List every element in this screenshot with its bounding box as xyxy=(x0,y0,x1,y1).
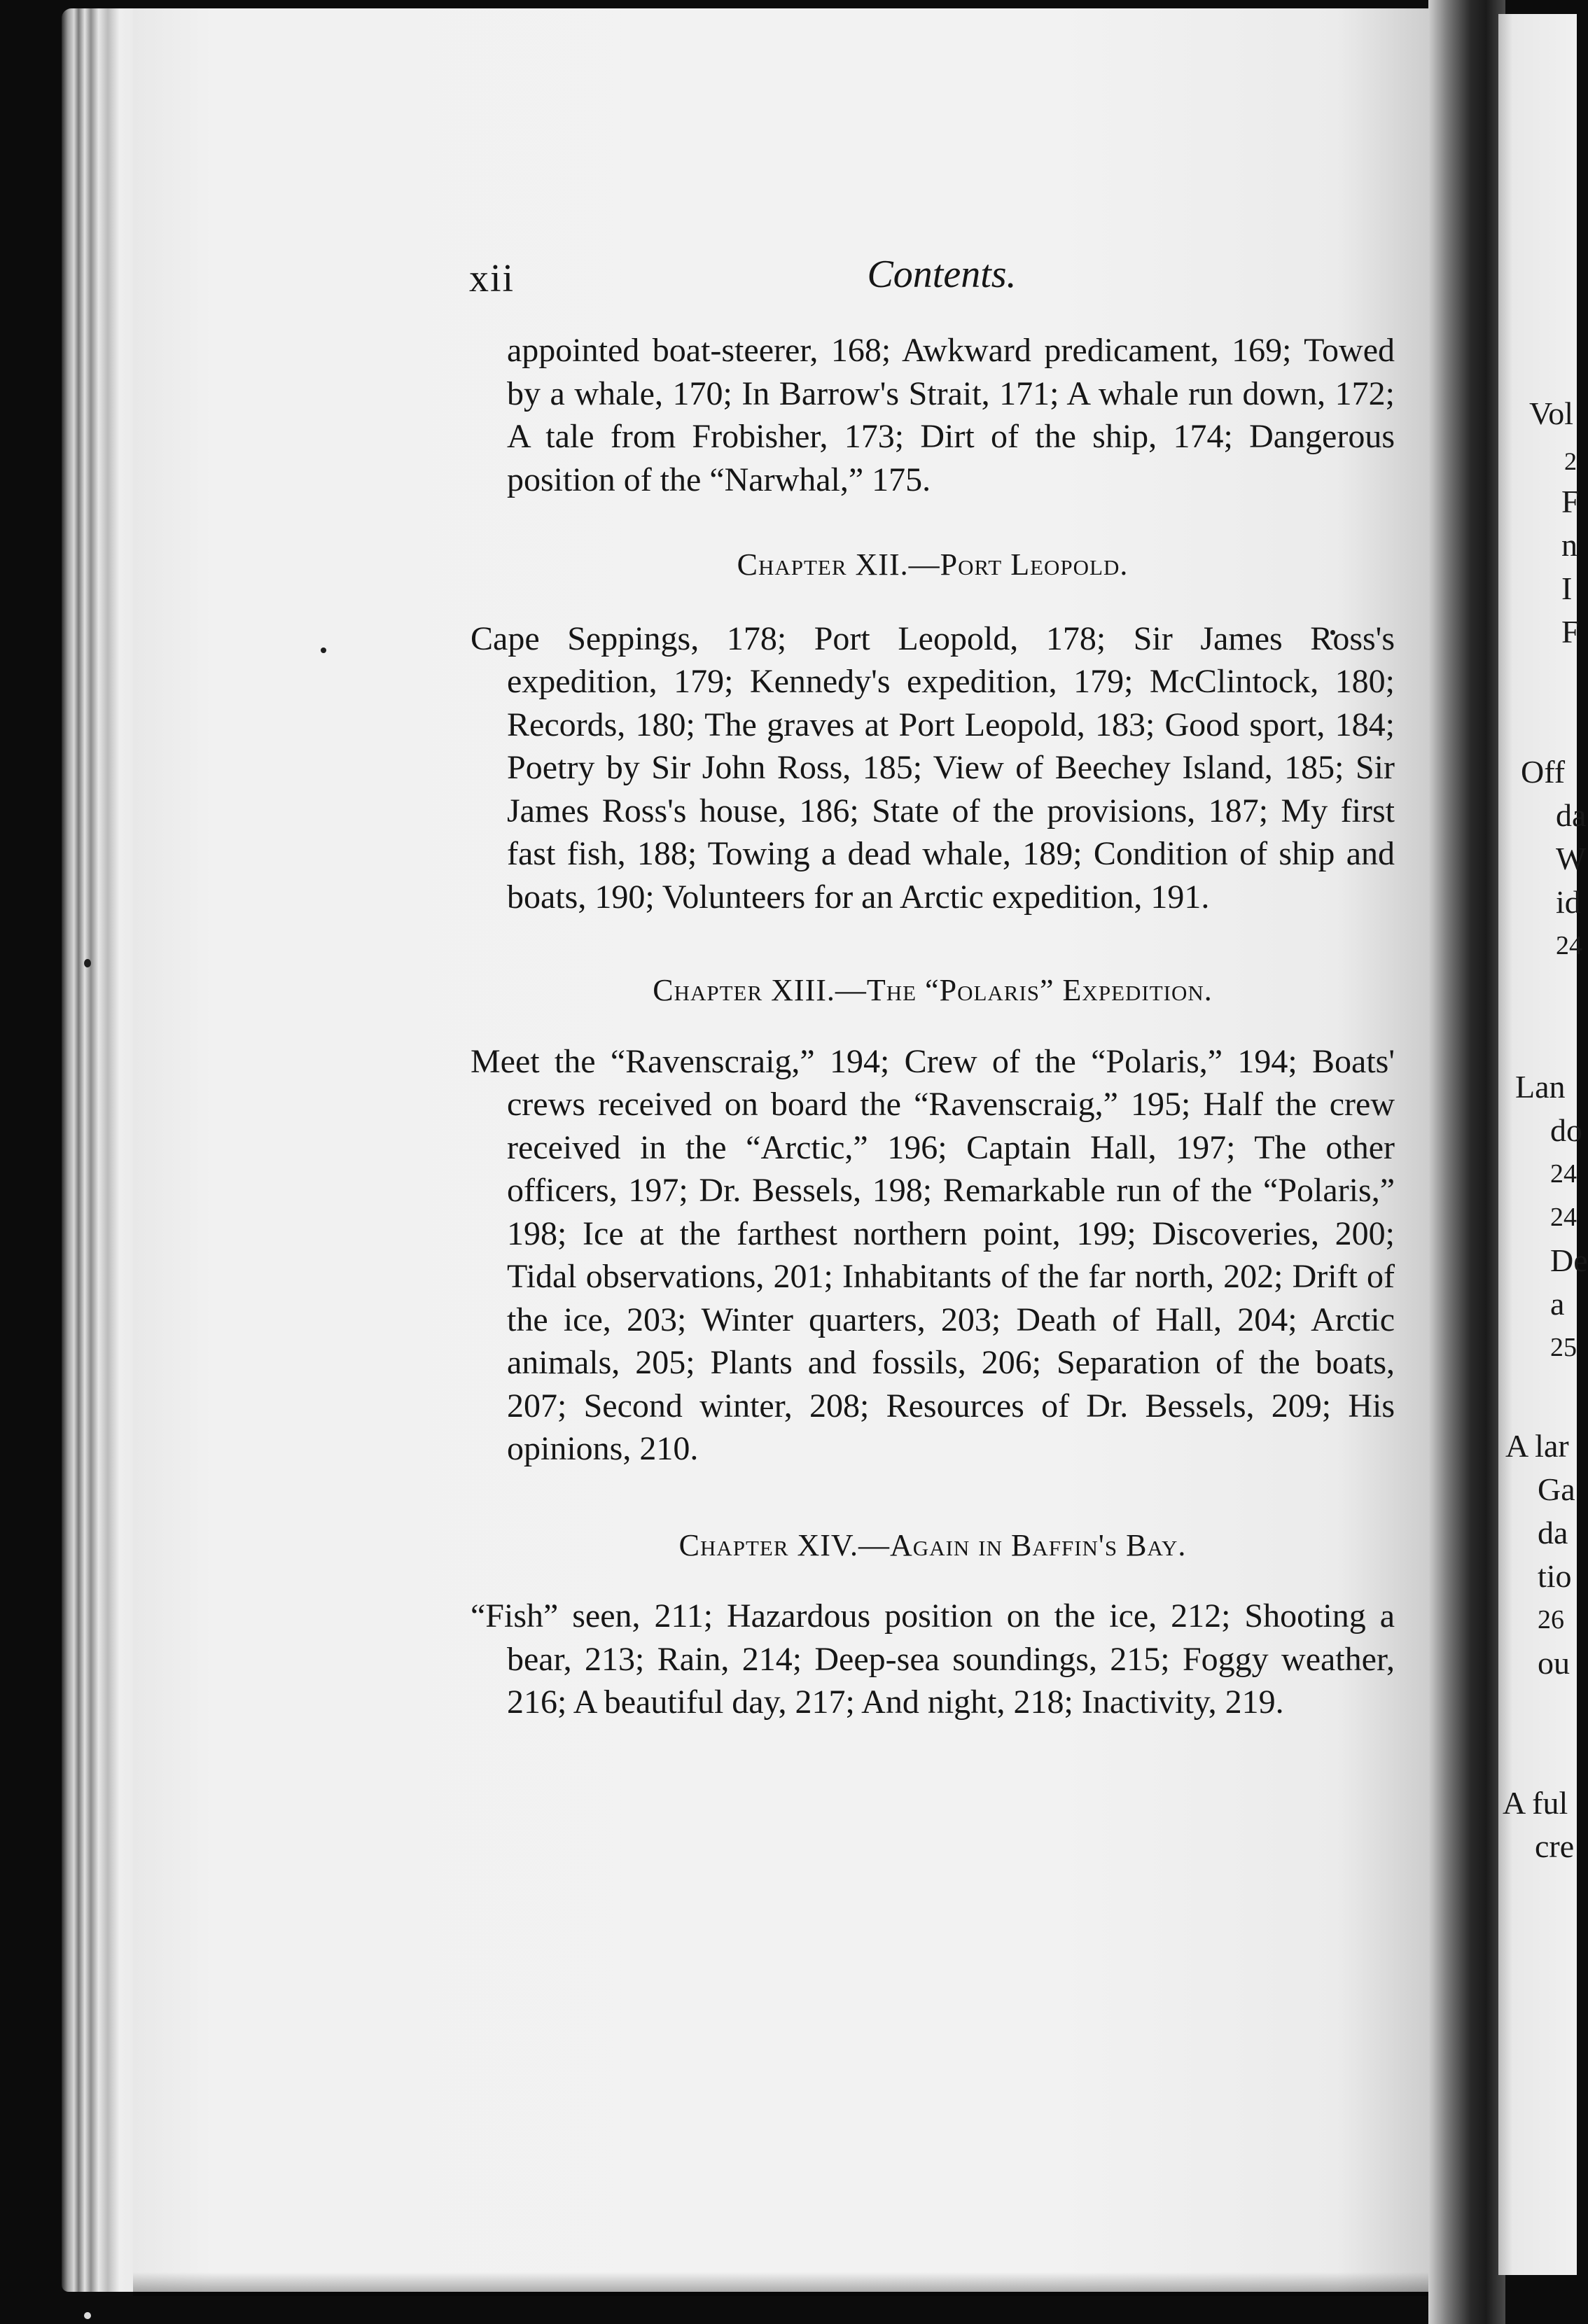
facing-page-fragment: 26 xyxy=(1538,1605,1564,1634)
facing-page-fragment: De xyxy=(1550,1242,1588,1278)
chapter-xi-continuation: appointed boat-steerer, 168; Awkward predicament, 169; Towed by a whale, 170; In Barrow's Strait, 171; A whale run down, 172; A tale from Frobisher, 173; Dirt of the ship, 174; Dangerous position of the “Narwhal,” 175. xyxy=(507,332,1395,498)
book-gutter xyxy=(1428,0,1505,2324)
facing-page-fragment: Off xyxy=(1521,754,1566,790)
chapter-xii-heading: Chapter XII.—Port Leopold. xyxy=(737,547,1129,582)
facing-page-fragment: I xyxy=(1561,570,1573,606)
chapter-xiv-summary: “Fish” seen, 211; Hazardous position on the ice, 212; Shooting a bear, 213; Rain, 214; Deep-sea soundings, 215; Foggy weather, 216; A beautiful day, 217; And night, 218; Inactivity, 219. xyxy=(471,1597,1395,1721)
facing-page-fragment: A lar xyxy=(1505,1428,1569,1464)
dust-speck xyxy=(84,959,91,967)
chapter-xiii-summary: Meet the “Ravenscraig,” 194; Crew of the “Polaris,” 194; Boats' crews received on board the “Ravenscraig,” 195; Half the crew received in the “Arctic,” 196; Captain Hall, 197; The other officers, 197; Dr. Bessels, 198; Remarkable run of the “Polaris,” 198; Ice at the farthest northern point, 199; Discoveries, 200; Tidal observations, 201; Inhabitants of the far north, 202; Drift of the ice, 203; Winter quarters, 203; Death of Hall, 204; Arctic animals, 205; Plants and fossils, 206; Separation of the boats, 207; Second winter, 208; Resources of Dr. Bessels, 209; His opinions, 210. xyxy=(471,1042,1395,1467)
page-number: xii xyxy=(469,257,515,300)
facing-page-fragment: a xyxy=(1550,1286,1565,1322)
facing-page-fragment: 25 xyxy=(1550,1333,1577,1362)
contents-body xyxy=(471,329,1395,1724)
dust-speck xyxy=(84,2312,91,2319)
chapter-xii-summary: Cape Seppings, 178; Port Leopold, 178; Sir James Ross's expedition, 179; Kennedy's expedition, 179; McClintock, 180; Records, 180; The graves at Port Leopold, 183; Good sport, 184; Poetry by Sir John Ross, 185; View of Beechey Island, 185; Sir James Ross's house, 186; State of the provisions, 187; My first fast fish, 188; Towing a dead whale, 189; Condition of ship and boats, 190; Volunteers for an Arctic expedition, 191. xyxy=(471,620,1395,916)
facing-page-fragment: id xyxy=(1556,884,1581,920)
dust-speck xyxy=(321,648,326,653)
facing-page-fragment: F xyxy=(1561,484,1580,519)
running-title: Contents. xyxy=(867,253,1017,296)
facing-page-fragment: da xyxy=(1538,1515,1568,1550)
facing-page-fragment: 24 xyxy=(1556,931,1582,960)
page-stack-edges xyxy=(62,8,139,2292)
facing-page-fragment: Ga xyxy=(1538,1471,1575,1507)
facing-page-fragment: 2 xyxy=(1564,447,1577,475)
facing-page-fragment: tio xyxy=(1538,1558,1572,1594)
facing-page-fragment: W xyxy=(1556,841,1587,876)
facing-page-fragment: 24 xyxy=(1550,1203,1577,1232)
facing-page-fragment: Vol xyxy=(1529,396,1574,431)
chapter-xiii-heading: Chapter XIII.—The “Polaris” Expedition. xyxy=(653,973,1213,1007)
facing-page-fragment: da xyxy=(1556,797,1587,833)
facing-page-fragment: F xyxy=(1561,614,1580,650)
running-head xyxy=(469,252,1400,308)
facing-page-fragment: cre xyxy=(1535,1828,1575,1864)
facing-page-fragment: A ful xyxy=(1503,1785,1568,1821)
chapter-xiv-heading: Chapter XIV.—Again in Baffin's Bay. xyxy=(678,1527,1187,1562)
facing-page-fragment: do xyxy=(1550,1112,1582,1148)
facing-page-fragment: ou xyxy=(1538,1645,1570,1681)
page-bottom-shadow xyxy=(133,2272,1428,2296)
facing-page-fragment: Lan xyxy=(1515,1069,1566,1105)
facing-page-fragment: 24 xyxy=(1550,1159,1577,1189)
facing-page-fragment: n xyxy=(1561,527,1577,563)
